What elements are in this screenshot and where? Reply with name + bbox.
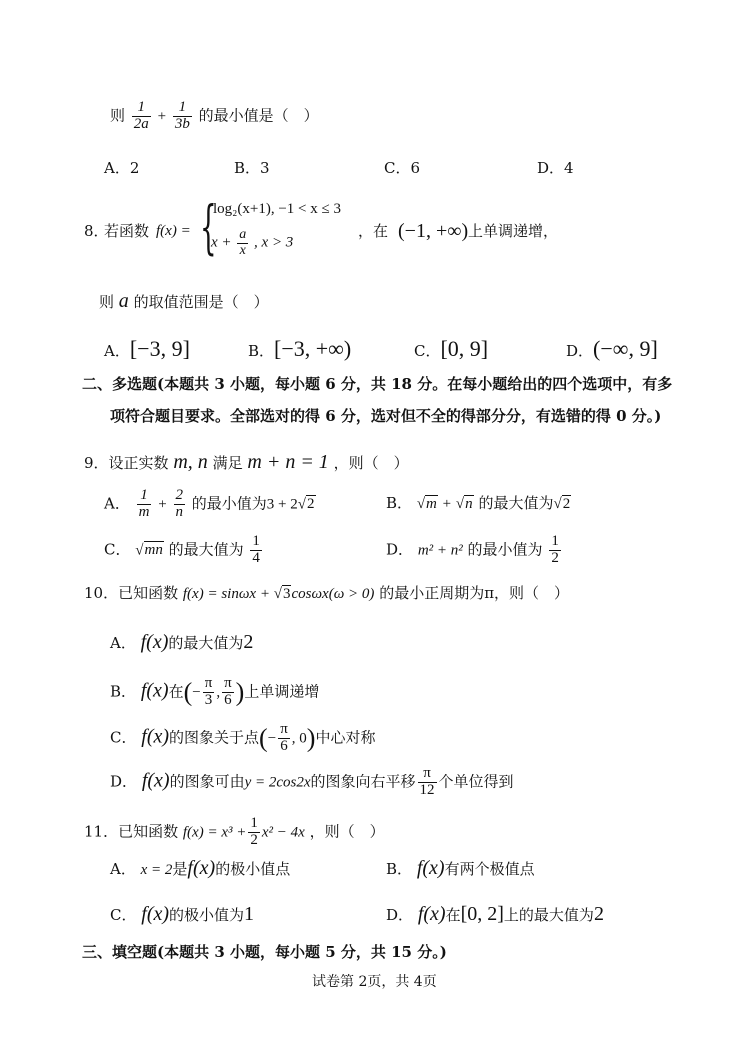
q9-option-c: C． √mn 的最大值为 $\frac{1}{4}$	[104, 533, 260, 566]
q7-stem: 则 $\frac{1}{2a}$ + $\frac{1}{3b}$ 的最小值是（ ）	[110, 99, 319, 132]
q8-option-c: C．[0, 9]	[414, 336, 489, 361]
q8-tail: 上单调递增，	[468, 222, 559, 240]
q10-option-b: B． f(x)在(− $\frac{\pi}{3}$ , $\frac{\pi}{6}$ )上单调递增	[110, 675, 320, 708]
q7-option-a: A．2	[104, 159, 140, 177]
section3-title: 三、填空题	[82, 943, 158, 961]
q11-option-b: B． f(x)有两个极值点	[386, 857, 535, 879]
q8-piece1: log₂(x+1), −1 < x ≤ 3	[213, 201, 341, 217]
page-footer: 试卷第 2页，共 4页	[312, 974, 437, 990]
q8-piece2: x + $\frac{a}{x}$ , x > 3	[211, 227, 294, 258]
q8-brace: {	[200, 193, 217, 261]
q8-lead: 若函数	[104, 222, 150, 240]
q7-frac2: $\frac{1}{3b}$	[174, 99, 190, 132]
q11-option-d: D． f(x)在[0, 2]上的最大值为2	[386, 903, 604, 925]
section2-header: 二、多选题(本题共 3 小题，每小题 6 分，共 18 分。在每小题给出的四个选项中，有多	[82, 375, 673, 393]
q11-option-c: C． f(x)的极小值为1	[110, 903, 255, 925]
q7-option-b: B．3	[234, 159, 270, 177]
q8-option-b: B．[−3, +∞)	[248, 336, 352, 361]
section2-line2: 项符合题目要求。全部选对的得 6 分，选对但不全的得部分分，有选错的得 0 分。)	[110, 407, 662, 425]
q9-option-d: D． m² + n² 的最小值为 $\frac{1}{2}$	[386, 533, 559, 566]
q8-mid: ，在	[358, 222, 389, 240]
section2-title: 二、多选题	[82, 375, 158, 393]
q9-option-a: A． $\frac{1}{m}$ + $\frac{2}{n}$ 的最小值为3 + 2√2	[104, 487, 315, 520]
q9-stem: 9．设正实数 m, n 满足 m + n = 1 ，则（ ）	[84, 451, 409, 473]
q7-frac1: $\frac{1}{2a}$	[133, 99, 149, 132]
q8-number: 8．	[84, 222, 109, 240]
q8-interval: (−1, +∞)	[398, 220, 469, 242]
q8-option-a: A．[−3, 9]	[104, 336, 190, 361]
q8-fx: f(x) =	[156, 223, 191, 239]
q7-option-c: C．6	[384, 159, 421, 177]
q10-option-a: A． f(x)的最大值为2	[110, 631, 254, 653]
q9-option-b: B． √m + √n 的最大值为√2	[386, 494, 571, 512]
q8-line2: 则 a 的取值范围是（ ）	[99, 290, 269, 312]
q8-option-d: D．(−∞, 9]	[566, 336, 658, 361]
q11-option-a: A． x = 2是f(x)的极小值点	[110, 857, 291, 879]
section3-header: 三、填空题(本题共 3 小题，每小题 5 分，共 15 分。)	[82, 943, 447, 961]
q10-stem: 10．已知函数 f(x) = sinωx + √3cosωx(ω > 0) 的最小正周期为π，则（ ）	[84, 584, 570, 602]
q10-option-c: C． f(x)的图象关于点(− $\frac{\pi}{6}$ , 0)中心对称	[110, 721, 376, 754]
q10-option-d: D． f(x)的图象可由y = 2cos2x的图象向右平移 $\frac{\pi}{12}$ 个单位得到	[110, 765, 514, 798]
q11-stem: 11．已知函数 f(x) = x³ + $\frac{1}{2}$ x² − 4x ，则（ ）	[84, 815, 385, 848]
q7-option-d: D．4	[537, 159, 574, 177]
